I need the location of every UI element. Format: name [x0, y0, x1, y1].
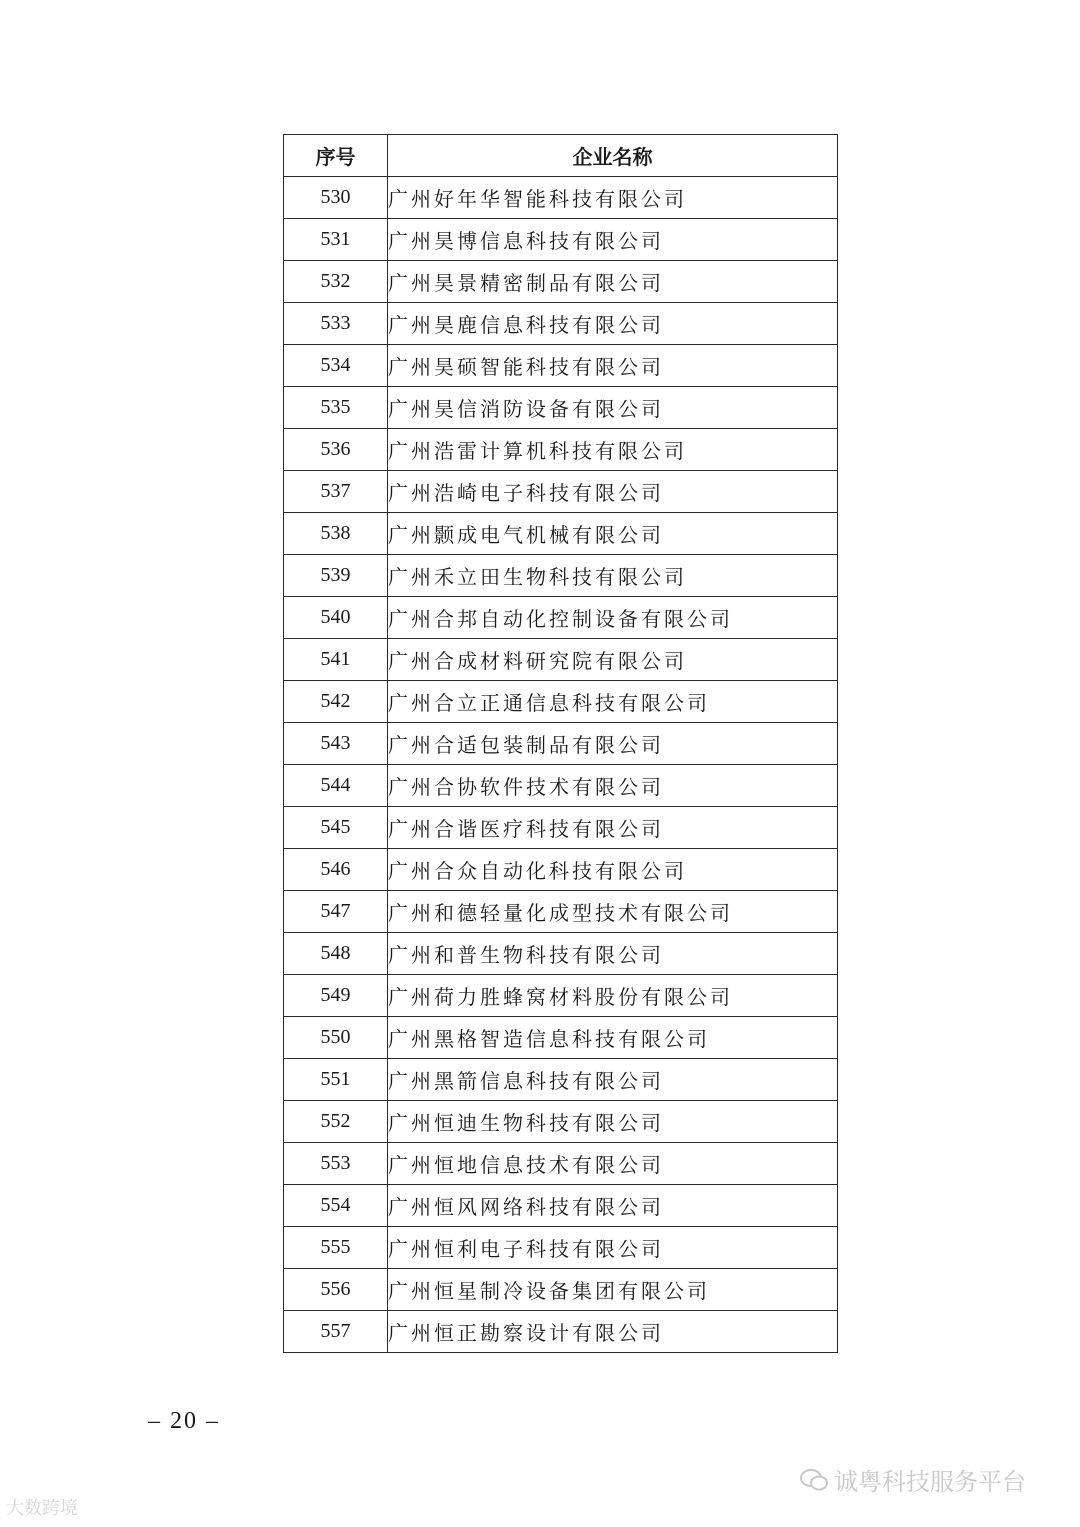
- row-serial-number: 533: [284, 303, 388, 345]
- table-body: [284, 177, 838, 1353]
- table-row: [284, 1269, 838, 1311]
- row-serial-number: 540: [284, 597, 388, 639]
- wechat-icon: [800, 1469, 828, 1491]
- table-row: [284, 681, 838, 723]
- row-enterprise-name: 广州恒迪生物科技有限公司: [388, 1101, 838, 1143]
- row-serial-number: 553: [284, 1143, 388, 1185]
- row-enterprise-name: 广州浩雷计算机科技有限公司: [388, 429, 838, 471]
- row-enterprise-name: 广州恒星制冷设备集团有限公司: [388, 1269, 838, 1311]
- table-row: [284, 723, 838, 765]
- table-row: [284, 1143, 838, 1185]
- row-serial-number: 546: [284, 849, 388, 891]
- table-row: [284, 303, 838, 345]
- row-enterprise-name: 广州合众自动化科技有限公司: [388, 849, 838, 891]
- row-serial-number: 557: [284, 1311, 388, 1353]
- table-row: [284, 1059, 838, 1101]
- row-serial-number: 549: [284, 975, 388, 1017]
- row-enterprise-name: 广州黑箭信息科技有限公司: [388, 1059, 838, 1101]
- watermark-left-text: 大数跨境: [6, 1498, 78, 1519]
- row-serial-number: 535: [284, 387, 388, 429]
- row-enterprise-name: 广州昊信消防设备有限公司: [388, 387, 838, 429]
- row-serial-number: 534: [284, 345, 388, 387]
- table-row: [284, 1017, 838, 1059]
- table-row: [284, 261, 838, 303]
- header-serial-number: 序号: [284, 135, 388, 177]
- row-enterprise-name: 广州恒利电子科技有限公司: [388, 1227, 838, 1269]
- row-serial-number: 547: [284, 891, 388, 933]
- row-serial-number: 532: [284, 261, 388, 303]
- row-enterprise-name: 广州颢成电气机械有限公司: [388, 513, 838, 555]
- row-serial-number: 531: [284, 219, 388, 261]
- row-enterprise-name: 广州和普生物科技有限公司: [388, 933, 838, 975]
- row-serial-number: 552: [284, 1101, 388, 1143]
- row-enterprise-name: 广州荷力胜蜂窝材料股份有限公司: [388, 975, 838, 1017]
- row-enterprise-name: 广州合适包装制品有限公司: [388, 723, 838, 765]
- row-enterprise-name: 广州和德轻量化成型技术有限公司: [388, 891, 838, 933]
- row-serial-number: 530: [284, 177, 388, 219]
- table-row: [284, 975, 838, 1017]
- row-serial-number: 538: [284, 513, 388, 555]
- row-serial-number: 536: [284, 429, 388, 471]
- row-enterprise-name: 广州昊鹿信息科技有限公司: [388, 303, 838, 345]
- watermark-right-text: 诚粤科技服务平台: [834, 1468, 1026, 1496]
- row-enterprise-name: 广州合邦自动化控制设备有限公司: [388, 597, 838, 639]
- table-row: [284, 933, 838, 975]
- table-row: [284, 429, 838, 471]
- row-serial-number: 548: [284, 933, 388, 975]
- row-enterprise-name: 广州昊博信息科技有限公司: [388, 219, 838, 261]
- table-row: [284, 765, 838, 807]
- table-row: [284, 597, 838, 639]
- table-row: [284, 1101, 838, 1143]
- row-serial-number: 554: [284, 1185, 388, 1227]
- row-enterprise-name: 广州合协软件技术有限公司: [388, 765, 838, 807]
- table-row: [284, 1185, 838, 1227]
- table-row: [284, 639, 838, 681]
- row-enterprise-name: 广州浩崎电子科技有限公司: [388, 471, 838, 513]
- table-header-row: [284, 135, 838, 177]
- row-serial-number: 556: [284, 1269, 388, 1311]
- row-enterprise-name: 广州禾立田生物科技有限公司: [388, 555, 838, 597]
- row-serial-number: 551: [284, 1059, 388, 1101]
- row-serial-number: 537: [284, 471, 388, 513]
- enterprise-table: [283, 134, 838, 1353]
- table-row: [284, 513, 838, 555]
- row-enterprise-name: 广州恒地信息技术有限公司: [388, 1143, 838, 1185]
- row-serial-number: 555: [284, 1227, 388, 1269]
- row-serial-number: 542: [284, 681, 388, 723]
- table-row: [284, 219, 838, 261]
- row-enterprise-name: 广州合立正通信息科技有限公司: [388, 681, 838, 723]
- table-row: [284, 177, 838, 219]
- row-enterprise-name: 广州恒正勘察设计有限公司: [388, 1311, 838, 1353]
- page-number: – 20 –: [148, 1408, 220, 1434]
- row-serial-number: 541: [284, 639, 388, 681]
- table-row: [284, 1311, 838, 1353]
- row-enterprise-name: 广州昊硕智能科技有限公司: [388, 345, 838, 387]
- table-row: [284, 1227, 838, 1269]
- table-row: [284, 807, 838, 849]
- watermark-right: [800, 1462, 1026, 1497]
- table-row: [284, 555, 838, 597]
- row-serial-number: 539: [284, 555, 388, 597]
- row-enterprise-name: 广州合成材料研究院有限公司: [388, 639, 838, 681]
- row-enterprise-name: 广州恒风网络科技有限公司: [388, 1185, 838, 1227]
- table-row: [284, 387, 838, 429]
- row-serial-number: 543: [284, 723, 388, 765]
- row-enterprise-name: 广州好年华智能科技有限公司: [388, 177, 838, 219]
- row-serial-number: 545: [284, 807, 388, 849]
- header-enterprise-name: 企业名称: [388, 135, 838, 177]
- row-enterprise-name: 广州昊景精密制品有限公司: [388, 261, 838, 303]
- table-row: [284, 891, 838, 933]
- row-enterprise-name: 广州黑格智造信息科技有限公司: [388, 1017, 838, 1059]
- watermark-left: [6, 1494, 78, 1520]
- table-row: [284, 849, 838, 891]
- row-serial-number: 550: [284, 1017, 388, 1059]
- row-serial-number: 544: [284, 765, 388, 807]
- table-row: [284, 345, 838, 387]
- row-enterprise-name: 广州合谐医疗科技有限公司: [388, 807, 838, 849]
- table-row: [284, 471, 838, 513]
